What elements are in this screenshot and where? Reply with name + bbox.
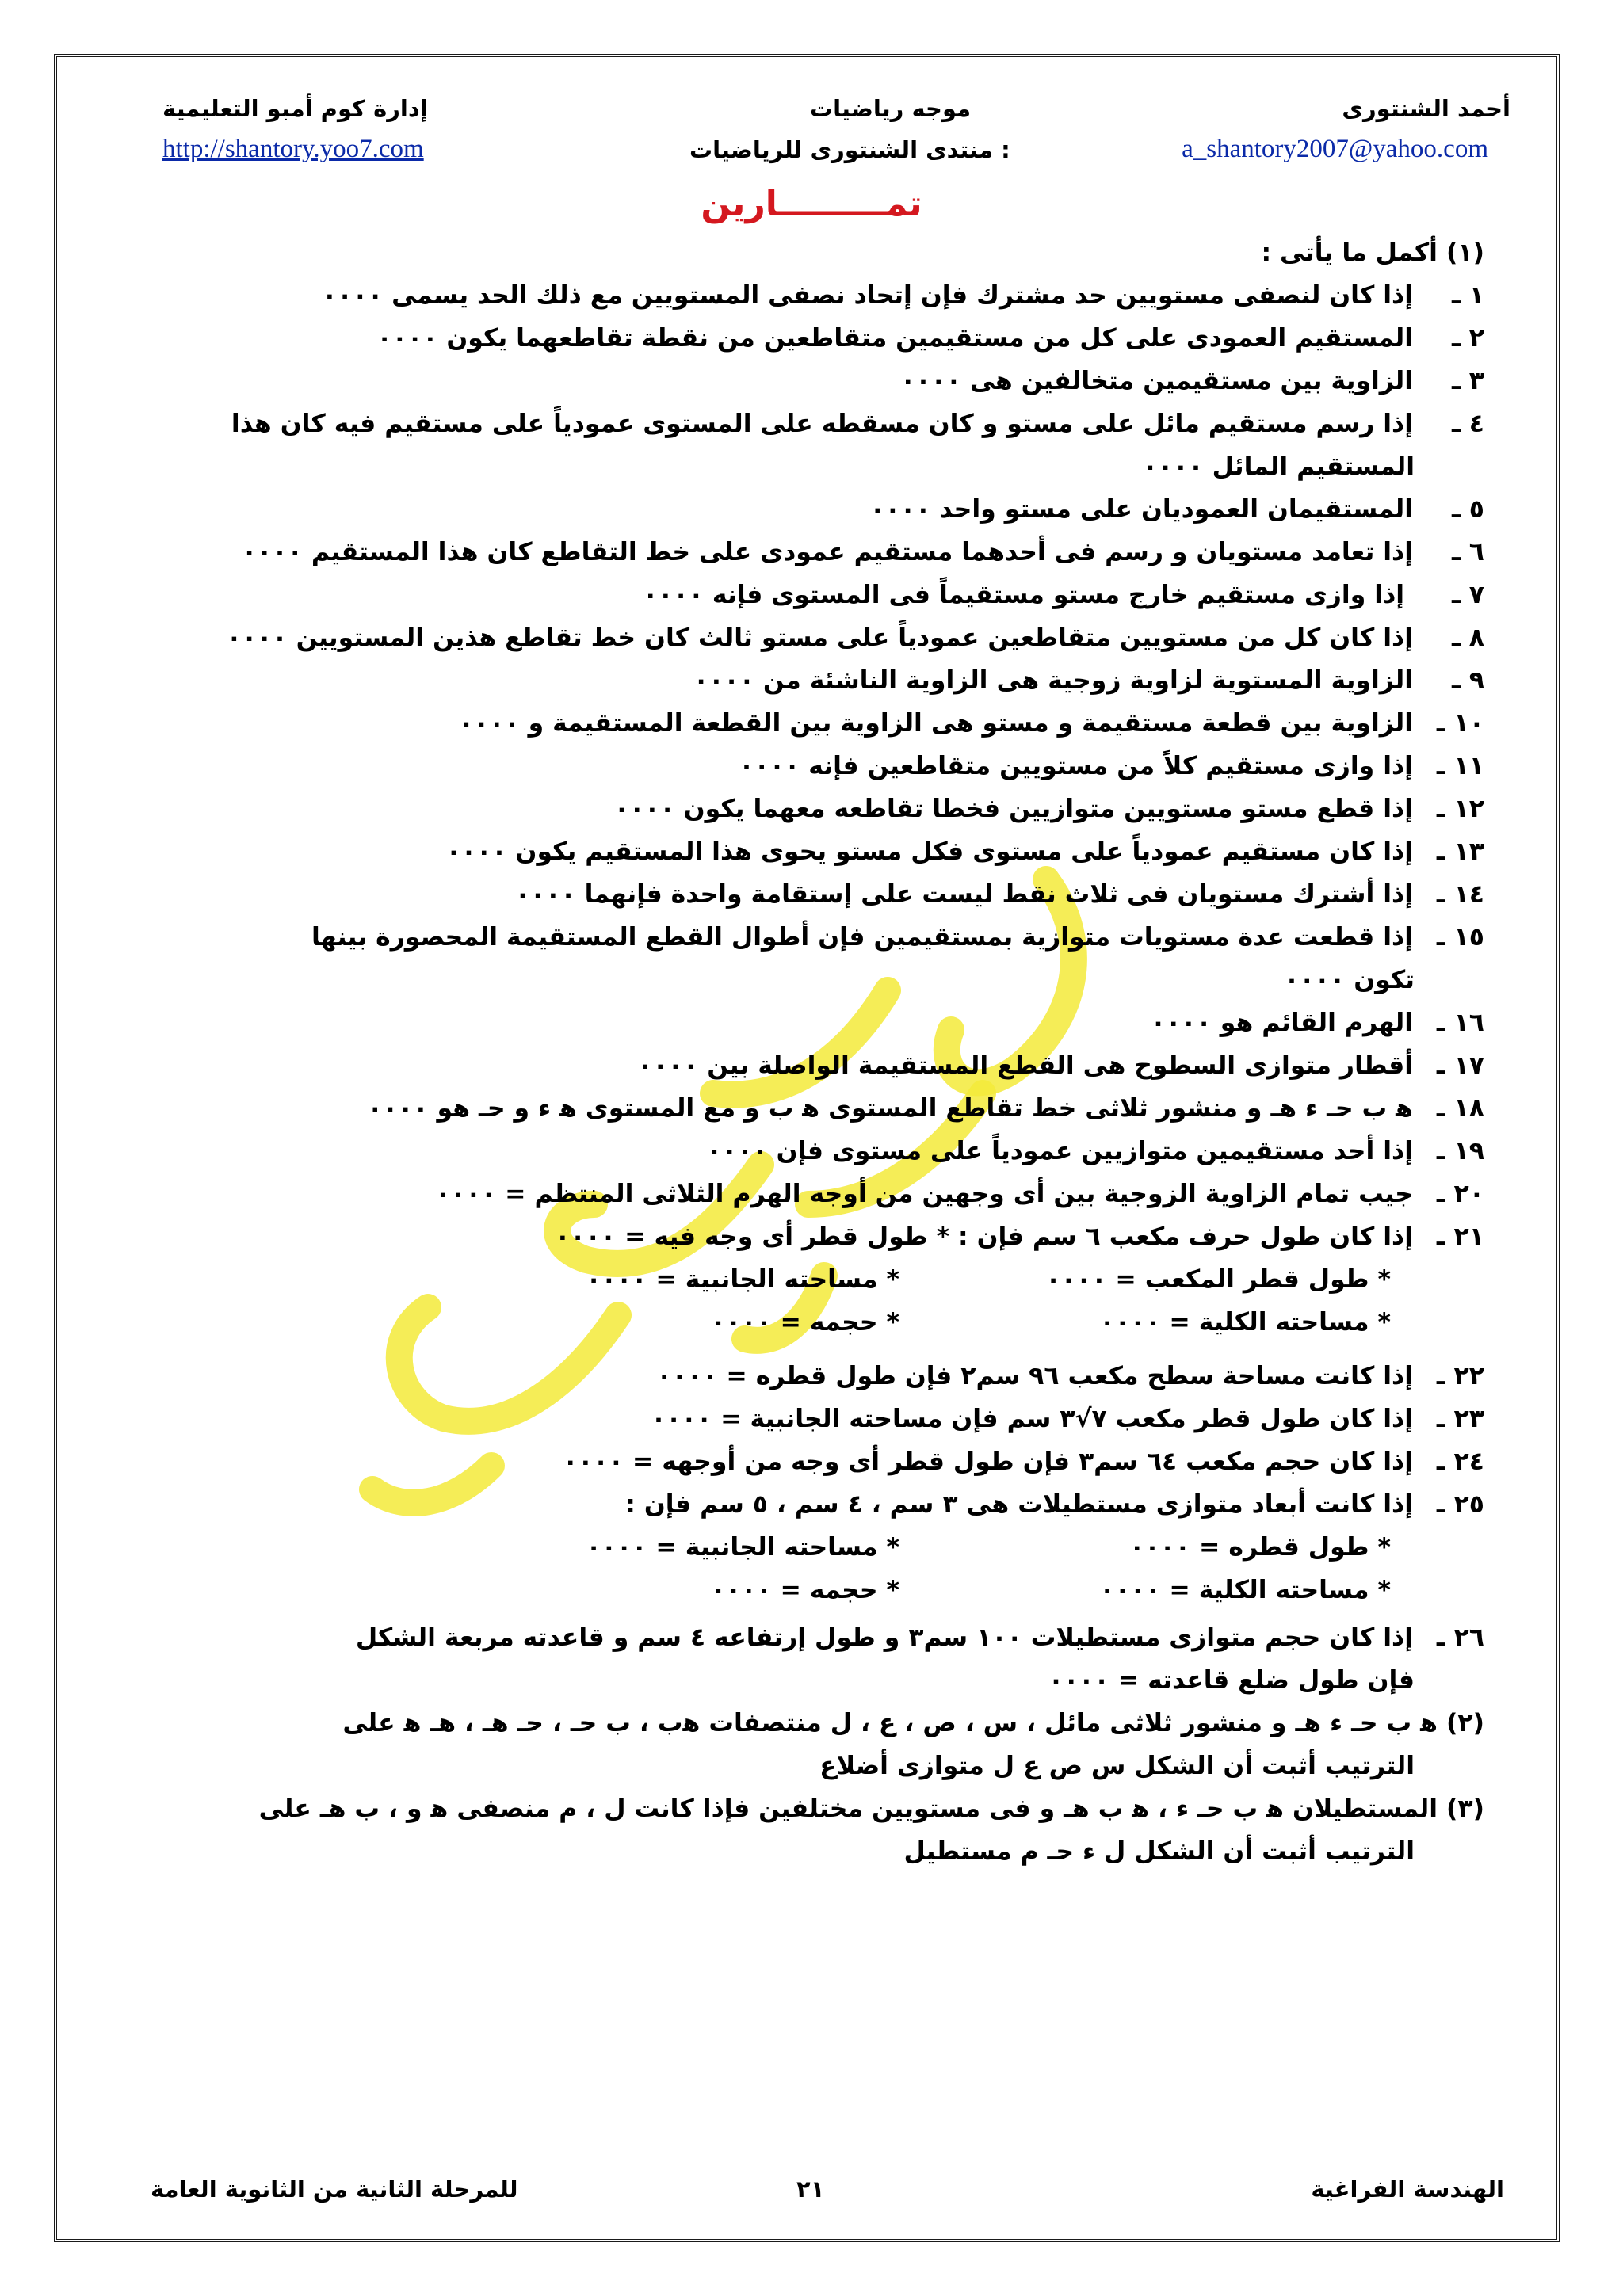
- item-number: ١٦ ـ: [1436, 1009, 1484, 1037]
- item-number: ٧ ـ: [1452, 581, 1484, 609]
- item-number: ٢٦ ـ: [1436, 1623, 1484, 1652]
- author-role: موجه رياضيات: [810, 95, 972, 122]
- list-item: [137, 702, 1484, 745]
- list-item: [137, 360, 1484, 402]
- list-item: [137, 317, 1484, 360]
- item-text: إذا أشترك مستويان فى ثلاث نقط ليست على إستقامة واحدة فإنهما ٠٠٠٠: [514, 880, 1413, 909]
- email-link[interactable]: a_shantory2007@yahoo.com: [1182, 135, 1488, 163]
- list-item: [137, 1001, 1484, 1044]
- item-text: إذا كان حجم متوازى مستطيلات ١٠٠ سم٣ و طول إرتفاعه ٤ سم و قاعدته مربعة الشكل: [355, 1623, 1413, 1652]
- item-number: ١٢ ـ: [1436, 795, 1484, 823]
- section-2-continuation: الترتيب أثبت أن الشكل س ص ع ل متوازى أضلاع: [819, 1752, 1415, 1780]
- item-text: جيب تمام الزاوية الزوجية بين أى وجهين من أوجه الهرم الثلاثى المنتظم = ٠٠٠٠: [435, 1180, 1413, 1208]
- item-text: إذا تعامد مستويان و رسم فى أحدهما مستقيم عمودى على خط التقاطع كان هذا المستقيم ٠٠٠٠: [241, 538, 1413, 566]
- item-text: إذا قطعت عدة مستويات متوازية بمستقيمين فإن أطوال القطع المستقيمة المحصورة بينها: [311, 923, 1413, 952]
- item-text: الهرم القائم هو ٠٠٠٠: [1150, 1009, 1413, 1037]
- bullet-lateral-area: * مساحته الجانبية = ٠٠٠٠: [586, 1533, 899, 1562]
- list-item: [137, 1215, 1484, 1258]
- item-number: ١٨ ـ: [1436, 1094, 1484, 1123]
- section-1-heading: (١) أكمل ما يأتى :: [1261, 238, 1484, 267]
- list-item: [137, 1355, 1484, 1398]
- list-item: [137, 1398, 1484, 1440]
- item-number: ٢٤ ـ: [1436, 1447, 1484, 1476]
- bullet-diagonal: * طول قطره = ٠٠٠٠: [1129, 1533, 1391, 1562]
- item-text: إذا كانت أبعاد متوازى مستطيلات هى ٣ سم ، ٤ سم ، ٥ سم فإن :: [625, 1490, 1413, 1519]
- item-text: المستقيمان العموديان على مستو واحد ٠٠٠٠: [869, 495, 1413, 524]
- item-text: إذا كان لنصفى مستويين حد مشترك فإن إتحاد نصفى المستويين مع ذلك الحد يسمى ٠٠٠٠: [322, 281, 1413, 310]
- list-item: [137, 1130, 1484, 1173]
- item-number: ٤ ـ: [1452, 410, 1484, 438]
- list-item: [137, 916, 1484, 959]
- footer-subject: الهندسة الفراغية: [1311, 2176, 1504, 2203]
- list-item: [137, 788, 1484, 830]
- item-text: إذا قطع مستو مستويين متوازيين فخطا تقاطعه معهما يكون ٠٠٠٠: [613, 795, 1413, 823]
- forum-name: منتدى الشنتورى للرياضيات :: [689, 136, 1010, 163]
- exercise-content: [137, 231, 1484, 1873]
- section-2-text: (٢) ﻫ ب حـ ء هـ و منشور ثلاثى مائل ، س ، ص ، ع ، ل منتصفات ﻫب ، ب حـ ، حـ هـ ، هـ ﻫ على: [342, 1709, 1484, 1737]
- item-number: ٢ ـ: [1452, 324, 1484, 353]
- item-25-bullet-row: [137, 1526, 1484, 1569]
- item-text: إذا أحد مستقيمين متوازيين عمودياً على مستوى فإن ٠٠٠٠: [706, 1137, 1413, 1165]
- item-number: ٢٣ ـ: [1436, 1405, 1484, 1433]
- admin-name: إدارة كوم أمبو التعليمية: [162, 95, 428, 122]
- item-continuation: تكون ٠٠٠٠: [1284, 966, 1415, 994]
- list-item: [137, 531, 1484, 574]
- item-continuation: فإن طول ضلع قاعدته = ٠٠٠٠: [1048, 1666, 1415, 1695]
- item-number: ١٠ ـ: [1436, 709, 1484, 738]
- bullet-volume: * حجمه = ٠٠٠٠: [710, 1576, 899, 1604]
- item-text: ﻫ ب حـ ء هـ و منشور ثلاثى خط تقاطع المستوى ﻫ ب و مع المستوى ﻫ ء و حـ هو ٠٠٠٠: [367, 1094, 1413, 1123]
- items-list-b: [137, 1355, 1484, 1526]
- author-name: أحمد الشنتورى: [1342, 95, 1510, 122]
- item-text: إذا رسم مستقيم مائل على مستو و كان مسقطه على المستوى عمودياً على مستقيم فيه كان هذا: [231, 410, 1413, 438]
- list-item: [137, 873, 1484, 916]
- page-number: ٢١: [796, 2176, 825, 2203]
- item-number: ٢٠ ـ: [1436, 1180, 1484, 1208]
- list-item: [137, 1440, 1484, 1483]
- list-item: [137, 488, 1484, 531]
- section-3-text: (٣) المستطيلان ﻫ ب حـ ء ، ﻫ ب هـ و فى مستويين مختلفين فإذا كانت ل ، م منصفى ﻫ و ، ب هـ على: [258, 1794, 1484, 1823]
- item-number: ١٧ ـ: [1436, 1051, 1484, 1080]
- item-text: أقطار متوازى السطوح هى القطع المستقيمة الواصلة بين ٠٠٠٠: [637, 1051, 1413, 1080]
- item-text: إذا كان طول حرف مكعب ٦ سم فإن : * طول قطر أى وجه فيه = ٠٠٠٠: [555, 1222, 1413, 1251]
- item-text: إذا كانت مساحة سطح مكعب ٩٦ سم٢ فإن طول قطره = ٠٠٠٠: [656, 1362, 1413, 1390]
- item-number: ٨ ـ: [1452, 624, 1484, 652]
- list-item: [137, 616, 1484, 659]
- bullet-cube-diagonal: * طول قطر المكعب = ٠٠٠٠: [1045, 1265, 1391, 1294]
- item-number: ٢٢ ـ: [1436, 1362, 1484, 1390]
- item-number: ٢٥ ـ: [1436, 1490, 1484, 1519]
- item-number: ١١ ـ: [1436, 752, 1484, 780]
- website-link[interactable]: http://shantory.yoo7.com: [162, 135, 424, 163]
- item-text: إذا كان كل من مستويين متقاطعين عمودياً على مستو ثالث كان خط تقاطع هذين المستويين ٠٠٠٠: [226, 624, 1413, 652]
- item-text: الزاوية بين مستقيمين متخالفين هى ٠٠٠٠: [900, 367, 1413, 395]
- list-item: [137, 274, 1484, 317]
- item-number: ٣ ـ: [1452, 367, 1484, 395]
- item-continuation: المستقيم المائل ٠٠٠٠: [1142, 452, 1415, 481]
- item-text: الزاوية المستوية لزاوية زوجية هى الزاوية الناشئة من ٠٠٠٠: [693, 666, 1413, 695]
- item-text: المستقيم العمودى على كل من مستقيمين متقاطعين من نقطة تقاطعهما يكون ٠٠٠٠: [376, 324, 1413, 353]
- list-item: [137, 1173, 1484, 1215]
- item-number: ١ ـ: [1452, 281, 1484, 310]
- item-21-bullet-row: [137, 1301, 1484, 1344]
- bullet-total-area: * مساحته الكلية = ٠٠٠٠: [1099, 1308, 1391, 1337]
- item-number: ١٤ ـ: [1436, 880, 1484, 909]
- list-item: [137, 830, 1484, 873]
- item-text: إذا كان طول قطر مكعب ٧√٣ سم فإن مساحته الجانبية = ٠٠٠٠: [651, 1405, 1413, 1433]
- item-21-bullet-row: [137, 1258, 1484, 1301]
- list-item: [137, 1616, 1484, 1659]
- list-item: [137, 1483, 1484, 1526]
- section-3-continuation: الترتيب أثبت أن الشكل ل ء حـ م مستطيل: [903, 1837, 1415, 1866]
- item-number: ٦ ـ: [1452, 538, 1484, 566]
- list-item: [137, 402, 1484, 445]
- item-25-bullet-row: [137, 1569, 1484, 1611]
- item-number: ١٩ ـ: [1436, 1137, 1484, 1165]
- item-text: إذا كان مستقيم عمودياً على مستوى فكل مستو يحوى هذا المستقيم يكون ٠٠٠٠: [445, 837, 1413, 866]
- page-title: تمـــــــــارين: [701, 184, 922, 224]
- list-item: [137, 1087, 1484, 1130]
- item-text: إذا كان حجم مكعب ٦٤ سم٣ فإن طول قطر أى وجه من أوجهه = ٠٠٠٠: [563, 1447, 1413, 1476]
- bullet-volume: * حجمه = ٠٠٠٠: [710, 1308, 899, 1337]
- item-number: ٩ ـ: [1452, 666, 1484, 695]
- item-number: ١٥ ـ: [1436, 923, 1484, 952]
- item-number: ١٣ ـ: [1436, 837, 1484, 866]
- bullet-total-area: * مساحته الكلية = ٠٠٠٠: [1099, 1576, 1391, 1604]
- footer-stage: للمرحلة الثانية من الثانوية العامة: [151, 2176, 518, 2203]
- list-item: [137, 574, 1484, 616]
- item-text: الزاوية بين قطعة مستقيمة و مستو هى الزاوية بين القطعة المستقيمة و ٠٠٠٠: [458, 709, 1413, 738]
- item-text: إذا وازى مستقيم خارج مستو مستقيماً فى المستوى فإنه ٠٠٠٠: [643, 581, 1413, 609]
- list-item: [137, 1044, 1484, 1087]
- bullet-lateral-area: * مساحته الجانبية = ٠٠٠٠: [586, 1265, 899, 1294]
- list-item: [137, 745, 1484, 788]
- item-number: ٢١ ـ: [1436, 1222, 1484, 1251]
- item-number: ٥ ـ: [1452, 495, 1484, 524]
- item-text: إذا وازى مستقيم كلاً من مستويين متقاطعين فإنه ٠٠٠٠: [739, 752, 1413, 780]
- list-item: [137, 659, 1484, 702]
- items-list: [137, 274, 1484, 1258]
